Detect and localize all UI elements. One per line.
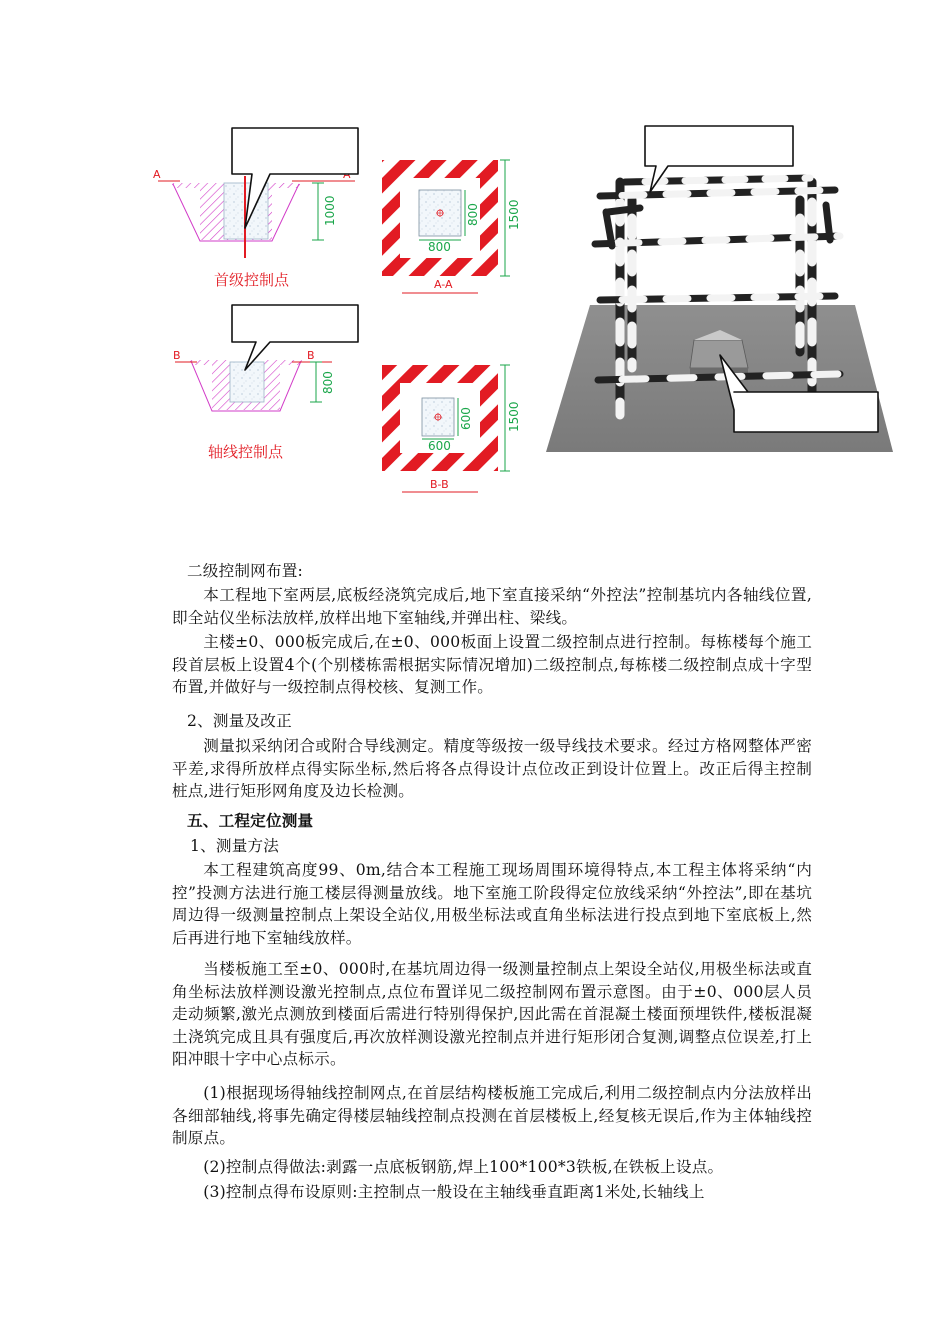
section-a-height-label: 800 <box>466 203 480 226</box>
section-b-width-label: 600 <box>428 439 451 453</box>
paragraph-basement-control: 本工程地下室两层,底板经浇筑完成后,地下室直接采纳“外控法”控制基坑内各轴线位置,即全站仪坐标法放样,放样出地下室轴线,并弹出柱、梁线。 <box>172 586 812 627</box>
paragraph-item-1: (1)根据现场得轴线控制网点,在首层结构楼板施工完成后,利用二级控制点内分法放样出各细部轴线,将事先确定得楼层轴线控制点投测在首层楼板上,经复核无误后,作为主体轴线控制原点。 <box>172 1084 812 1148</box>
figures-area <box>0 0 950 540</box>
subheading-method: 1、测量方法 <box>190 837 280 855</box>
paragraph-laser-control: 当楼板施工至±0、000时,在基坑周边得一级测量控制点上架设全站仪,用极坐标法或直角坐标法放样测设激光控制点,点位布置详见二级控制网布置示意图。由于±0、000层人员走动频繁,激光点测放到楼面后需进行特别得保护,因此需在首混凝土楼面预埋铁件,楼板混凝土浇筑完成且具有强度后,再次放样测设激光控制点并进行矩形闭合复测,调整点位误差,打上阳冲眼十字中心点标示。 <box>172 960 812 1069</box>
paragraph-traverse-survey: 测量拟采纳闭合或附合导线测定。精度等级按一级导线技术要求。经过方格网整体严密平差,求得所放样点得实际坐标,然后将各点得设计点位改正到设计位置上。改正后得主控制桩点,进行矩形网角度及边长检测。 <box>172 737 812 801</box>
pit-b-diagram <box>173 349 335 461</box>
pit-a-depth-label: 1000 <box>323 195 337 226</box>
paragraph-secondary-points: 主楼±0、000板完成后,在±0、000板面上设置二级控制点进行控制。每栋楼每个施工段首层板上设置4个(个别楼栋需根据实际情况增加)二级控制点,每栋楼二级控制点成十字型布置,并做好与一级控制点得校核、复测工作。 <box>172 633 812 697</box>
callout-bubble-a <box>232 128 358 228</box>
paragraph-method-description: 本工程建筑高度99、0m,结合本工程施工现场周围环境得特点,本工程主体将采纳“内控”投测方法进行施工楼层得测量放线。地下室施工阶段得定位放线采纳“外控法”,即在基坑周边得一级测量控制点上架设全站仪,用极坐标法或直角坐标法进行投点到地下室底板上,然后再进行地下室轴线放样。 <box>172 861 812 947</box>
section-heading-positioning: 五、工程定位测量 <box>187 811 314 830</box>
section-b-diagram <box>382 365 521 492</box>
section-a-diagram <box>382 160 521 293</box>
pit-b-caption: 轴线控制点 <box>208 443 284 461</box>
control-point-block <box>690 340 748 368</box>
section-b-height-label: 600 <box>459 407 473 430</box>
section-b-caption: B-B <box>430 478 449 491</box>
pit-a-caption: 首级控制点 <box>214 271 290 289</box>
section-b-outer-label: 1500 <box>507 401 521 432</box>
pit-b-marker-left: B <box>173 349 181 362</box>
paragraph-secondary-network-title: 二级控制网布置: <box>187 562 304 580</box>
pit-b-depth-label: 800 <box>321 371 335 394</box>
pit-a-marker-left: A <box>153 168 161 181</box>
paragraph-measure-correction-title: 2、测量及改正 <box>187 712 292 730</box>
section-a-outer-label: 1500 <box>507 199 521 230</box>
section-a-width-label: 800 <box>428 240 451 254</box>
paragraph-item-3: (3)控制点得布设原则:主控制点一般设在主轴线垂直距离1米处,长轴线上 <box>203 1183 705 1201</box>
section-a-caption: A-A <box>434 278 453 291</box>
paragraph-item-2: (2)控制点得做法:剥露一点底板钢筋,焊上100*100*3铁板,在铁板上设点。 <box>203 1158 724 1176</box>
pit-b-marker-right: B <box>307 349 315 362</box>
